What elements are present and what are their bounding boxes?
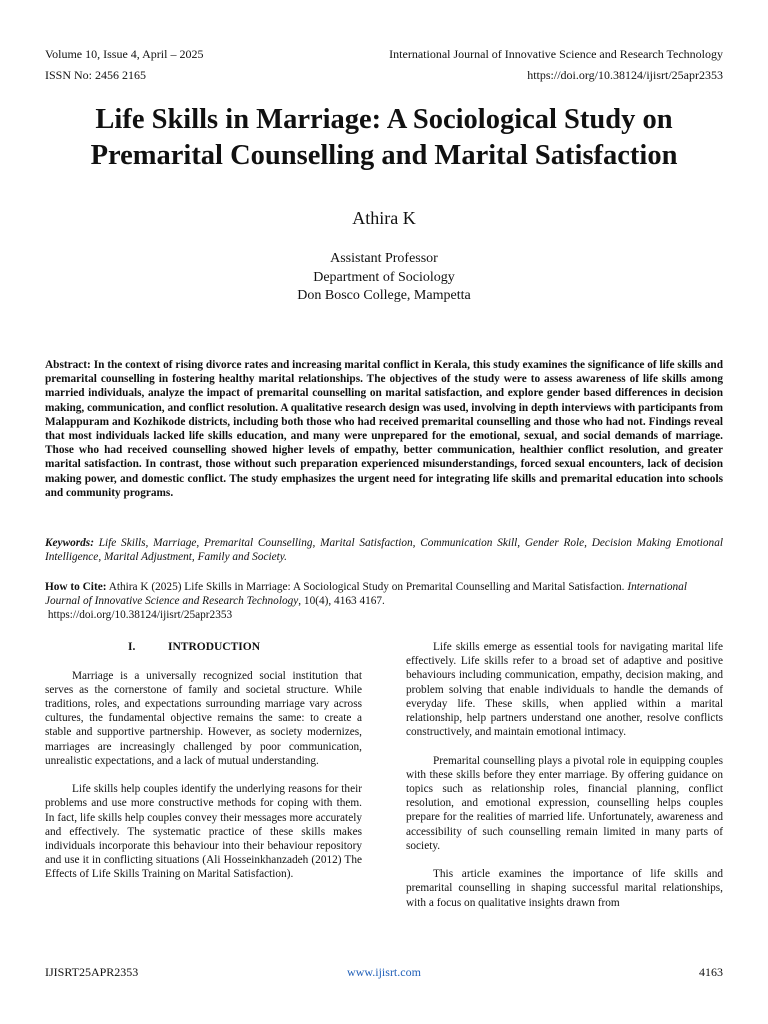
left-column	[45, 640, 362, 896]
cite-label: How to Cite:	[45, 581, 107, 593]
affiliation	[0, 250, 768, 306]
cite-text: Athira K (2025) Life Skills in Marriage: A Sociological Study on Premarital Counselling and Marital Satisfaction.	[108, 581, 625, 593]
section-title: INTRODUCTION	[168, 641, 261, 653]
section-heading	[45, 640, 362, 654]
keywords	[45, 536, 723, 564]
body-paragraph: Life skills emerge as essential tools for navigating marital life effectively. Life skills refer to a broad set of adaptive and positive behaviours including communication, empathy, decision making, and problem solving that enable individuals to handle the demands of everyday life. These skills, when applied within a marital relationship, help partners understand one another, resolve conflicts constructively, and maintain emotional intimacy.	[406, 641, 723, 739]
author-department: Department of Sociology	[313, 269, 455, 285]
body-paragraph: Premarital counselling plays a pivotal role in equipping couples with these skills before they enter marriage. By offering guidance on topics such as relationship roles, financial planning, conflict resolution, and emotional expression, counselling helps couples prepare for the realities of married life. Unfortunately, awareness and accessibility of such counselling remain limited in many parts of society.	[406, 754, 723, 852]
keywords-label: Keywords:	[45, 537, 94, 549]
volume-info: Volume 10, Issue 4, April – 2025	[45, 47, 204, 61]
cite-volume-pages: , 10(4), 4163 4167.	[298, 595, 385, 608]
author-position: Assistant Professor	[330, 251, 438, 266]
author-name: Athira K	[352, 208, 416, 228]
cite-journal: International Journal of Innovative Science and Research Technology	[45, 581, 687, 608]
body-paragraph: Life skills help couples identify the underlying reasons for their problems and use more constructive methods for coping with them. In fact, life skills help couples convey their messages more accurately and effectively. The systematic practice of these skills makes individuals incorporate this behaviour into their behaviour repository and use it in conflicting situations (Ali Hosseinkhanzadeh (2012) The Effects of Life Skills Training on Marital Satisfaction).	[45, 783, 362, 881]
cite-doi-link[interactable]: https://doi.org/10.38124/ijisrt/25apr2353	[47, 609, 233, 622]
abstract-label: Abstract:	[45, 359, 91, 371]
page-number: 4163	[699, 965, 723, 979]
section-number: I.	[128, 641, 136, 653]
title-line-1: Life Skills in Marriage: A Sociological Study on	[95, 104, 673, 135]
abstract-text: In the context of rising divorce rates and increasing marital conflict in Kerala, this study examines the significance of life skills and premarital counselling in fostering healthy marital relationships. The objectives of the study were to assess awareness of life skills among married individuals, analyze the impact of premarital counselling on marital satisfaction, and explore gender based differences in decision making, communication, and conflict resolution. A qualitative research design was used, involving in depth interviews with participants from Malappuram and Kozhikode districts, including both those who had received premarital counselling and those who had not. Findings reveal that most individuals lacked life skills education, and many were unprepared for the emotional, sexual, and social demands of marriage. Those who had received counselling showed higher levels of empathy, better communication, healthier conflict resolution, and greater marital satisfaction. In contrast, those without such preparation experienced misunderstandings, forced sexual encounters, lack of decision making power, and domestic conflict. The study emphasizes the urgent need for integrating life skills and premarital education into schools and community programs.	[45, 359, 723, 499]
header-doi-link[interactable]: https://doi.org/10.38124/ijisrt/25apr2353	[527, 68, 723, 82]
body-paragraph: Marriage is a universally recognized social institution that serves as the cornerstone of family and societal structure. While traditions, roles, and expectations surrounding marriage vary across cultures, the fundamental objective remains the same: to create a stable and supportive partnership. However, as society modernizes, marriages are increasingly challenged by poor communication, unrealistic expectations, and a lack of mutual understanding.	[45, 669, 362, 767]
how-to-cite	[45, 580, 723, 623]
keywords-text: Life Skills, Marriage, Premarital Counselling, Marital Satisfaction, Communication Skill, Gender Role, Decision Making Emotional Intelligence, Marital Adjustment, Family and Society.	[45, 537, 723, 564]
abstract	[45, 358, 723, 500]
body-paragraph: This article examines the importance of life skills and premarital counselling in shaping successful marital relationships, with a focus on qualitative insights drawn from	[406, 868, 723, 909]
paper-title	[40, 102, 728, 174]
title-line-2: Premarital Counselling and Marital Satisfaction	[90, 140, 678, 171]
journal-name: International Journal of Innovative Science and Research Technology	[389, 47, 723, 61]
issn: ISSN No: 2456 2165	[45, 68, 147, 82]
author-college: Don Bosco College, Mampetta	[297, 288, 471, 303]
footer-paper-id: IJISRT25APR2353	[45, 965, 139, 979]
footer-site-link[interactable]: www.ijisrt.com	[347, 965, 421, 979]
right-column	[406, 640, 723, 924]
